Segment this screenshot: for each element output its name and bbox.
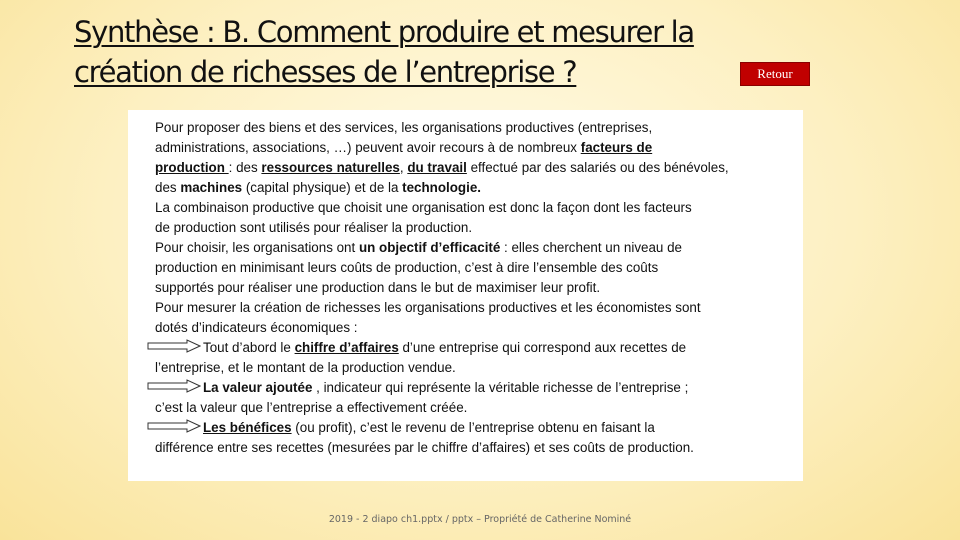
text-segment: différence entre ses recettes (mesurées par le chiffre d’affaires) et ses coûts de production. [155, 440, 694, 455]
text-line [155, 178, 795, 198]
text-segment: dotés d’indicateurs économiques : [155, 320, 358, 335]
text-line [155, 118, 795, 138]
term-production: production [155, 160, 229, 175]
text-line [155, 338, 795, 358]
text-segment: : des [228, 160, 262, 175]
text-segment: de production sont utilisés pour réaliser la production. [155, 220, 473, 235]
term-machines: machines [180, 180, 243, 195]
slide-footer: 2019 - 2 diapo ch1.pptx / pptx – Propriété de Catherine Nominé [328, 514, 632, 525]
text-line [155, 238, 795, 258]
text-segment: des [155, 180, 181, 195]
text-segment: Pour choisir, les organisations ont [155, 240, 359, 255]
text-segment: l’entreprise, et le montant de la production vendue. [155, 360, 456, 375]
term-objectif-efficacite: un objectif d’efficacité [358, 240, 501, 255]
text-line [155, 298, 795, 318]
term-facteurs: facteurs de [580, 140, 653, 155]
text-line [155, 418, 795, 438]
text-line [155, 398, 795, 418]
text-line [155, 318, 795, 338]
text-segment: (capital physique) et de la [242, 180, 403, 195]
text-line [155, 258, 795, 278]
term-chiffre-affaires: chiffre d’affaires [294, 340, 399, 355]
text-line [155, 278, 795, 298]
text-segment: (ou profit), c’est le revenu de l’entreprise obtenu en faisant la [291, 420, 655, 435]
term-benefices: Les bénéfices [203, 420, 292, 435]
text-segment: d’une entreprise qui correspond aux recettes de [398, 340, 687, 355]
text-segment: Pour mesurer la création de richesses les organisations productives et les économistes sont [155, 300, 701, 315]
text-segment: c’est la valeur que l’entreprise a effectivement créée. [155, 400, 468, 415]
term-valeur-ajoutee: La valeur ajoutée [203, 380, 313, 395]
text-segment: effectué par des salariés ou des bénévoles, [466, 160, 729, 175]
text-segment: Tout d’abord le [203, 340, 295, 355]
term-ressources-naturelles: ressources naturelles [261, 160, 400, 175]
text-segment: , [399, 160, 408, 175]
text-line [155, 358, 795, 378]
title-line-2: création de richesses de l’entreprise ? [74, 55, 577, 89]
term-technologie: technologie. [402, 180, 482, 195]
text-line [155, 198, 795, 218]
text-line [155, 218, 795, 238]
back-button[interactable]: Retour [740, 62, 810, 86]
text-line [155, 138, 795, 158]
text-line [155, 438, 795, 458]
text-segment: supportés pour réaliser une production dans le but de maximiser leur profit. [155, 280, 601, 295]
text-line [155, 158, 795, 178]
text-segment: : elles cherchent un niveau de [500, 240, 682, 255]
text-line [155, 378, 795, 398]
synthesis-text [155, 118, 795, 458]
text-segment: La combinaison productive que choisit une organisation est donc la façon dont les facteurs [155, 200, 692, 215]
title-line-1: Synthèse : B. Comment produire et mesurer la [74, 15, 694, 49]
term-travail: du travail [407, 160, 467, 175]
content-panel [128, 110, 803, 481]
text-segment: , indicateur qui représente la véritable richesse de l’entreprise ; [312, 380, 689, 395]
slide-title [74, 12, 834, 92]
text-segment: administrations, associations, …) peuvent avoir recours à de nombreux [155, 140, 581, 155]
text-segment: Pour proposer des biens et des services, les organisations productives (entreprises, [155, 120, 653, 135]
text-segment: production en minimisant leurs coûts de production, c’est à dire l’ensemble des coûts [155, 260, 659, 275]
